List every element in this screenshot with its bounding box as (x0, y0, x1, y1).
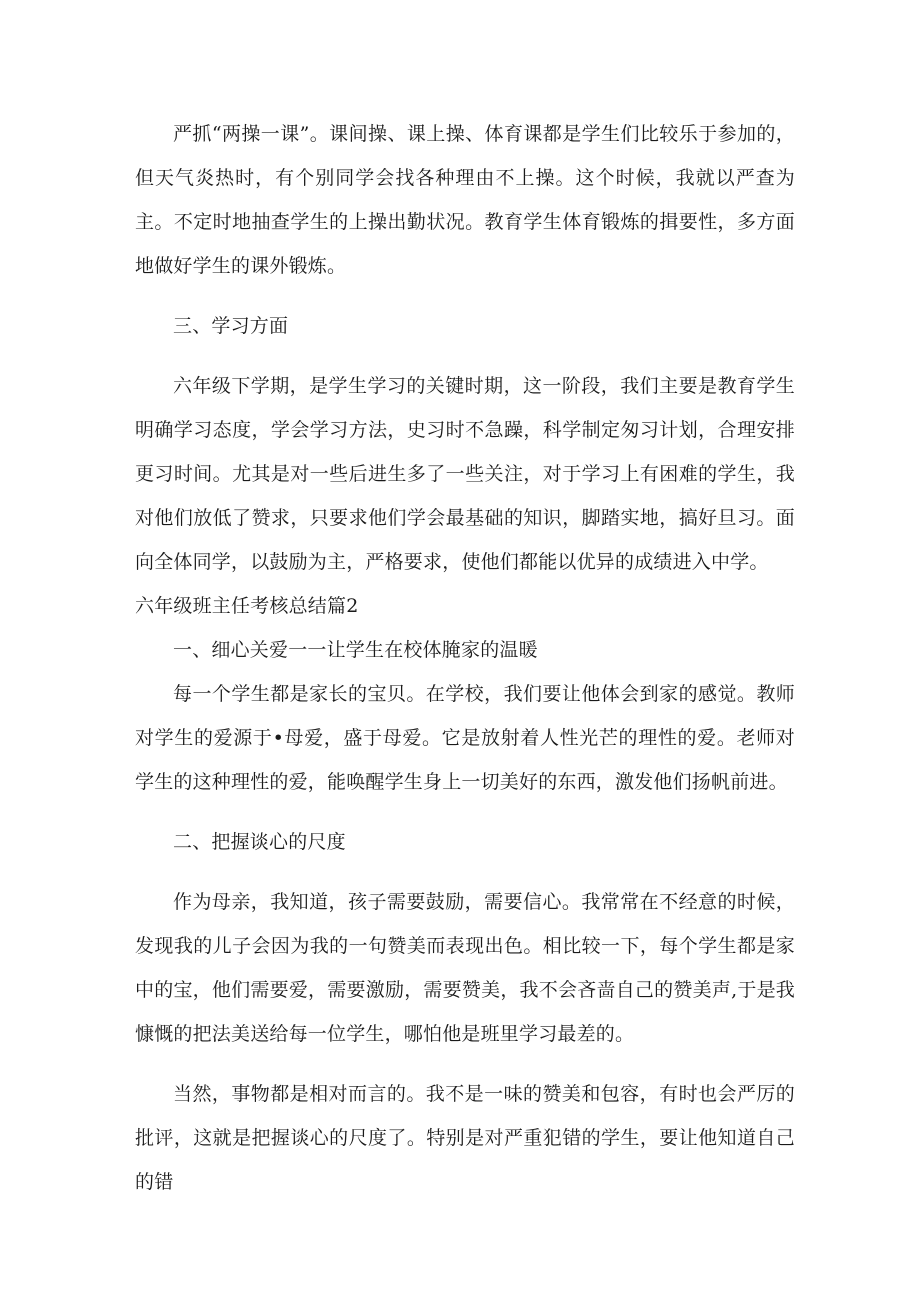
paragraph-encouragement: 作为母亲，我知道，孩子需要鼓励，需要信心。我常常在不经意的时候，发现我的儿子会因为我的一句赞美而表现出色。相比较一下，每个学生都是家中的宝，他们需要爱，需要激励，需要赞美，我不会吝啬自己的赞美声,于是我慷慨的把法美送给每一位学生，哪怕他是班里学习最差的。 (135, 891, 795, 1045)
article-title-part2: 六年级班主任考核总结篇2 (135, 595, 359, 617)
paragraph-phys-ed: 严抓“两操一课”。课间操、课上操、体育课都是学生们比较乐于参加的，但天气炎热时，有个别同学会找各种理由不上操。这个时候，我就以严查为主。不定时地抽查学生的上操出勤状况。教育学生体育锻炼的揖要性，多方面地做好学生的课外锻炼。 (135, 123, 795, 277)
document-body (135, 112, 795, 1204)
section-heading-care: 一、细心关爱一一让学生在校体腌家的温暖 (173, 639, 538, 661)
section-heading-study: 三、学习方面 (173, 315, 289, 337)
paragraph-study: 六年级下学期，是学生学习的关键时期，这一阶段，我们主要是教育学生明确学习态度，学会学习方法，史习时不急躁，科学制定匆习计划，合理安排更习时间。尤其是对一些后进生多了一些关注，对于学习上有困难的学生，我对他们放低了赞求，只要求他们学会最基础的知识，脚踏实地，搞好旦习。面向全体同学，以鼓励为主，严格要求，使他们都能以优异的成绩进入中学。 (135, 375, 795, 573)
paragraph-care: 每一个学生都是家长的宝贝。在学校，我们要让他体会到家的感觉。教师对学生的爱源于•母爱，盛于母爱。它是放射着人性光芒的理性的爱。老师对学生的这种理性的爱，能唤醒学生身上一切美好的东西，激发他们扬帆前进。 (135, 683, 795, 793)
section-heading-talk: 二、把握谈心的尺度 (173, 831, 346, 853)
paragraph-criticism: 当然，事物都是相对而言的。我不是一味的赞美和包容，有时也会严厉的批评，这就是把握谈心的尺度了。特别是对严重犯错的学生，要让他知道自己的错 (135, 1083, 795, 1193)
